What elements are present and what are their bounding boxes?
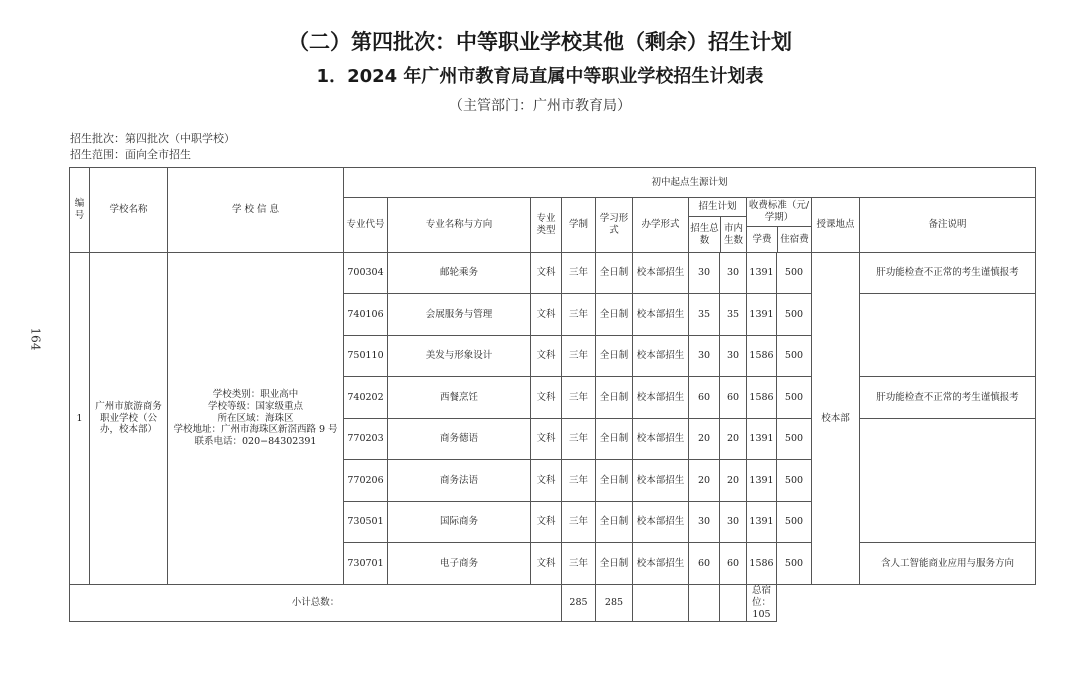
operation-form: 校本部招生 [633,336,689,377]
duration: 三年 [562,336,596,377]
header-source-plan: 初中起点生源计划 [344,168,1036,198]
lodging: 500 [777,460,812,502]
lodging: 500 [777,502,812,543]
remark: 肝功能检查不正常的考生谨慎报考 [860,377,1036,419]
header-school-name: 学校名称 [90,168,168,253]
page-number: 164 [28,327,43,351]
major-type: 文科 [531,377,562,419]
lodging: 500 [777,336,812,377]
study-form: 全日制 [596,336,633,377]
tuition: 1586 [747,543,777,585]
operation-form: 校本部招生 [633,253,689,294]
major-code: 730501 [344,502,388,543]
header-school-info: 学 校 信 息 [168,168,344,253]
city-count: 60 [720,543,747,585]
major-name: 商务法语 [388,460,531,502]
tuition: 1586 [747,336,777,377]
enroll-total: 30 [689,253,720,294]
school-info-phone: 联系电话：020−84302391 [194,436,317,448]
lodging: 500 [777,253,812,294]
study-form: 全日制 [596,460,633,502]
school-name: 广州市旅游商务职业学校（公办，校本部） [90,253,168,585]
subtotal-city: 285 [596,585,633,622]
header-enroll-plan: 招生计划 [689,198,746,217]
major-code: 740106 [344,294,388,336]
major-name: 国际商务 [388,502,531,543]
school-no: 1 [70,253,90,585]
study-form: 全日制 [596,294,633,336]
study-form: 全日制 [596,253,633,294]
table-row [70,253,1036,294]
major-code: 740202 [344,377,388,419]
major-type: 文科 [531,543,562,585]
city-count: 30 [720,502,747,543]
school-info-level: 学校等级：国家级重点 [207,400,303,412]
subtotal-label: 小计总数： [70,585,562,622]
subtotal-row [70,585,1036,622]
major-code: 700304 [344,253,388,294]
operation-form: 校本部招生 [633,460,689,502]
operation-form: 校本部招生 [633,419,689,460]
remark: 肝功能检查不正常的考生谨慎报考 [860,253,1036,294]
enroll-total: 30 [689,502,720,543]
subtotal-beds: 总宿位：105 [747,585,777,622]
major-type: 文科 [531,253,562,294]
subtotal-total: 285 [562,585,596,622]
city-count: 20 [720,460,747,502]
enroll-total: 20 [689,419,720,460]
major-code: 770206 [344,460,388,502]
major-name: 商务德语 [388,419,531,460]
duration: 三年 [562,253,596,294]
study-form: 全日制 [596,419,633,460]
campus: 校本部 [812,253,860,585]
major-type: 文科 [531,419,562,460]
major-name: 西餐烹饪 [388,377,531,419]
subtotal-lodging-empty [689,585,720,622]
operation-form: 校本部招生 [633,294,689,336]
duration: 三年 [562,502,596,543]
enroll-total: 60 [689,377,720,419]
study-form: 全日制 [596,543,633,585]
duration: 三年 [562,460,596,502]
department-subtitle: （主管部门：广州市教育局） [449,98,631,114]
subtotal-tuition-empty [633,585,689,622]
operation-form: 校本部招生 [633,543,689,585]
major-type: 文科 [531,336,562,377]
tuition: 1391 [747,502,777,543]
header-fee-standard: 收费标准（元/学期） [747,198,811,227]
school-info [168,253,344,585]
remark-empty [860,294,1036,377]
section-title: （二）第四批次：中等职业学校其他（剩余）招生计划 [288,30,792,54]
tuition: 1391 [747,253,777,294]
header-major-type: 专业类型 [531,198,562,253]
scope-label: 招生范围：面向全市招生 [70,148,191,161]
header-major-name: 专业名称与方向 [388,198,531,253]
major-name: 会展服务与管理 [388,294,531,336]
school-info-district: 所在区域：海珠区 [217,412,294,424]
duration: 三年 [562,543,596,585]
header-lodging: 住宿费 [780,233,809,245]
header-tuition: 学费 [747,227,778,252]
remark: 含人工智能商业应用与服务方向 [860,543,1036,585]
tuition: 1391 [747,294,777,336]
header-campus: 授课地点 [812,198,860,253]
enroll-total: 35 [689,294,720,336]
lodging: 500 [777,377,812,419]
table-title: 1．2024 年广州市教育局直属中等职业学校招生计划表 [316,66,764,87]
study-form: 全日制 [596,502,633,543]
header-major-code: 专业代号 [344,198,388,253]
tuition: 1586 [747,377,777,419]
city-count: 20 [720,419,747,460]
lodging: 500 [777,419,812,460]
city-count: 60 [720,377,747,419]
duration: 三年 [562,294,596,336]
enrollment-table [69,167,1036,622]
header-operation-form: 办学形式 [633,198,689,253]
remark-empty [860,419,1036,543]
major-code: 750110 [344,336,388,377]
school-info-category: 学校类别：职业高中 [212,388,299,400]
duration: 三年 [562,419,596,460]
tuition: 1391 [747,419,777,460]
city-count: 30 [720,253,747,294]
duration: 三年 [562,377,596,419]
operation-form: 校本部招生 [633,502,689,543]
enroll-total: 60 [689,543,720,585]
major-name: 邮轮乘务 [388,253,531,294]
batch-label: 招生批次：第四批次（中职学校） [70,132,235,145]
major-type: 文科 [531,502,562,543]
header-study-form: 学习形式 [596,198,633,253]
enroll-total: 20 [689,460,720,502]
enroll-total: 30 [689,336,720,377]
city-count: 35 [720,294,747,336]
school-info-address: 学校地址：广州市海珠区新滘西路 9 号 [173,424,338,436]
major-type: 文科 [531,294,562,336]
header-duration: 学制 [562,198,596,253]
major-code: 730701 [344,543,388,585]
lodging: 500 [777,543,812,585]
major-name: 美发与形象设计 [388,336,531,377]
header-remarks: 备注说明 [860,198,1036,253]
header-no: 编号 [70,168,90,253]
subtotal-campus-empty [720,585,747,622]
lodging: 500 [777,294,812,336]
city-count: 30 [720,336,747,377]
study-form: 全日制 [596,377,633,419]
header-city-count: 市内生数 [723,222,743,246]
header-enroll-total: 招生总数 [689,217,721,252]
operation-form: 校本部招生 [633,377,689,419]
major-code: 770203 [344,419,388,460]
major-name: 电子商务 [388,543,531,585]
tuition: 1391 [747,460,777,502]
major-type: 文科 [531,460,562,502]
